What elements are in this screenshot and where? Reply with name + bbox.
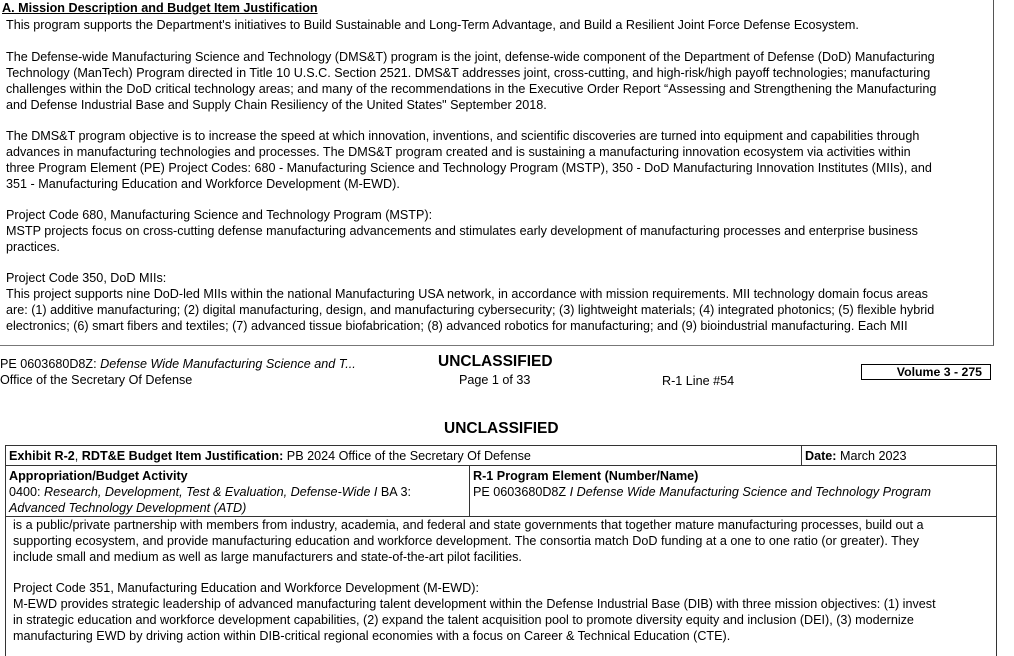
paragraph-line: advances in manufacturing technologies and processes. The DMS&T program created and is sustaining a manufacturing innovation ecosystem via activities within	[6, 145, 911, 159]
paragraph-line: in strategic education and workforce development capabilities, (2) expand the talent acquisition pool to promote diversity equity and inclusion (DEI), (3) modernize	[13, 613, 914, 627]
header-classification: UNCLASSIFIED	[444, 420, 559, 437]
paragraph-line: MSTP projects focus on cross-cutting defense manufacturing advancements and stimulates early development of manufacturing processes and enterprise business	[6, 224, 918, 238]
paragraph-line: This project supports nine DoD-led MIIs within the national Manufacturing USA network, in accordance with mission requirements. MII technology domain focus areas	[6, 287, 928, 301]
paragraph-line: manufacturing EWD by driving action within DIB-critical regional economies with a focus on Career & Technical Education (CTE).	[13, 629, 731, 643]
footer-r1-line: R-1 Line #54	[662, 374, 735, 388]
project-351-heading: Project Code 351, Manufacturing Education and Workforce Development (M-EWD):	[13, 581, 479, 595]
exhibit-date: Date: March 2023	[805, 449, 907, 463]
project-680-heading: Project Code 680, Manufacturing Science and Technology Program (MSTP):	[6, 208, 433, 222]
volume-box: Volume 3 - 275	[861, 364, 991, 380]
date-cell	[801, 445, 997, 466]
footer-classification: UNCLASSIFIED	[438, 353, 553, 370]
paragraph-line: 351 - Manufacturing Education and Workforce Development (M-EWD).	[6, 177, 400, 191]
footer-pe-name: Defense Wide Manufacturing Science and T...	[100, 357, 356, 371]
paragraph-line: practices.	[6, 240, 60, 254]
paragraph-line: three Program Element (PE) Project Codes: 680 - Manufacturing Science and Technology Program (MSTP), 350 - DoD Manufacturing Innovation Institutes (MIIs), and	[6, 161, 932, 175]
exhibit-title: Exhibit R-2, RDT&E Budget Item Justification: PB 2024 Office of the Secretary Of Defense	[9, 449, 531, 463]
footer-page-number: Page 1 of 33	[459, 373, 531, 387]
appropriation-ba-name: Advanced Technology Development (ATD)	[9, 501, 247, 515]
appropriation-title: Appropriation/Budget Activity	[9, 469, 188, 483]
exhibit-title-cell	[5, 445, 802, 466]
section-a-continued-body	[5, 516, 997, 656]
program-element-title: R-1 Program Element (Number/Name)	[473, 469, 699, 483]
footer-pe	[0, 356, 356, 372]
paragraph-line: include small and medium as well as large manufacturers and state-of-the-art pilot facilities.	[13, 550, 522, 564]
footer-pe-code: PE 0603680D8Z:	[0, 357, 101, 371]
paragraph-line: is a public/private partnership with members from industry, academia, and federal and state governments that together mature manufacturing processes, build out a	[13, 518, 924, 532]
paragraph-line: and Defense Industrial Base and Supply Chain Resiliency of the United States" September 2018.	[6, 98, 547, 112]
program-element-value: PE 0603680D8Z I Defense Wide Manufacturing Science and Technology Program	[473, 485, 931, 499]
footer-office: Office of the Secretary Of Defense	[0, 373, 193, 387]
paragraph-line: Technology (ManTech) Program directed in Title 10 U.S.C. Section 2521. DMS&T addresses joint, cross-cutting, and high-risk/high payoff technologies; manufacturing	[6, 66, 931, 80]
program-element-cell	[469, 465, 997, 517]
paragraph-line: supporting ecosystem, and provide manufacturing education and workforce development. The consortia match DoD funding at a one to one ratio (or greater). They	[13, 534, 920, 548]
paragraph-line: electronics; (6) smart fibers and textiles; (7) advanced tissue biofabrication; (8) advanced robotics for manufacturing; and (9) bioindustrial manufacturing. Each MII	[6, 319, 908, 333]
paragraph-line: The Defense-wide Manufacturing Science and Technology (DMS&T) program is the joint, defense-wide component of the Department of Defense (DoD) Manufacturing	[6, 50, 935, 64]
project-350-heading: Project Code 350, DoD MIIs:	[6, 271, 167, 285]
paragraph-line: challenges within the DoD critical technology areas; and many of the recommendations in the Executive Order Report “Assessing and Strengthening the Manufacturing	[6, 82, 937, 96]
section-a-heading: A. Mission Description and Budget Item Justification	[2, 1, 318, 15]
appropriation-cell	[5, 465, 470, 517]
paragraph-line: This program supports the Department's initiatives to Build Sustainable and Long-Term Advantage, and Build a Resilient Joint Force Defense Ecosystem.	[6, 18, 859, 32]
appropriation-value: 0400: Research, Development, Test & Evaluation, Defense-Wide I BA 3:	[9, 485, 411, 499]
paragraph-line: are: (1) additive manufacturing; (2) digital manufacturing, design, and manufacturing cybersecurity; (3) lightweight materials; (4) integrated photonics; (5) flexible hybrid	[6, 303, 935, 317]
paragraph-line: The DMS&T program objective is to increase the speed at which innovation, inventions, and scientific discoveries are turned into equipment and capabilities through	[6, 129, 920, 143]
paragraph-line: M-EWD provides strategic leadership of advanced manufacturing talent development within the Defense Industrial Base (DIB) with three mission objectives: (1) invest	[13, 597, 936, 611]
